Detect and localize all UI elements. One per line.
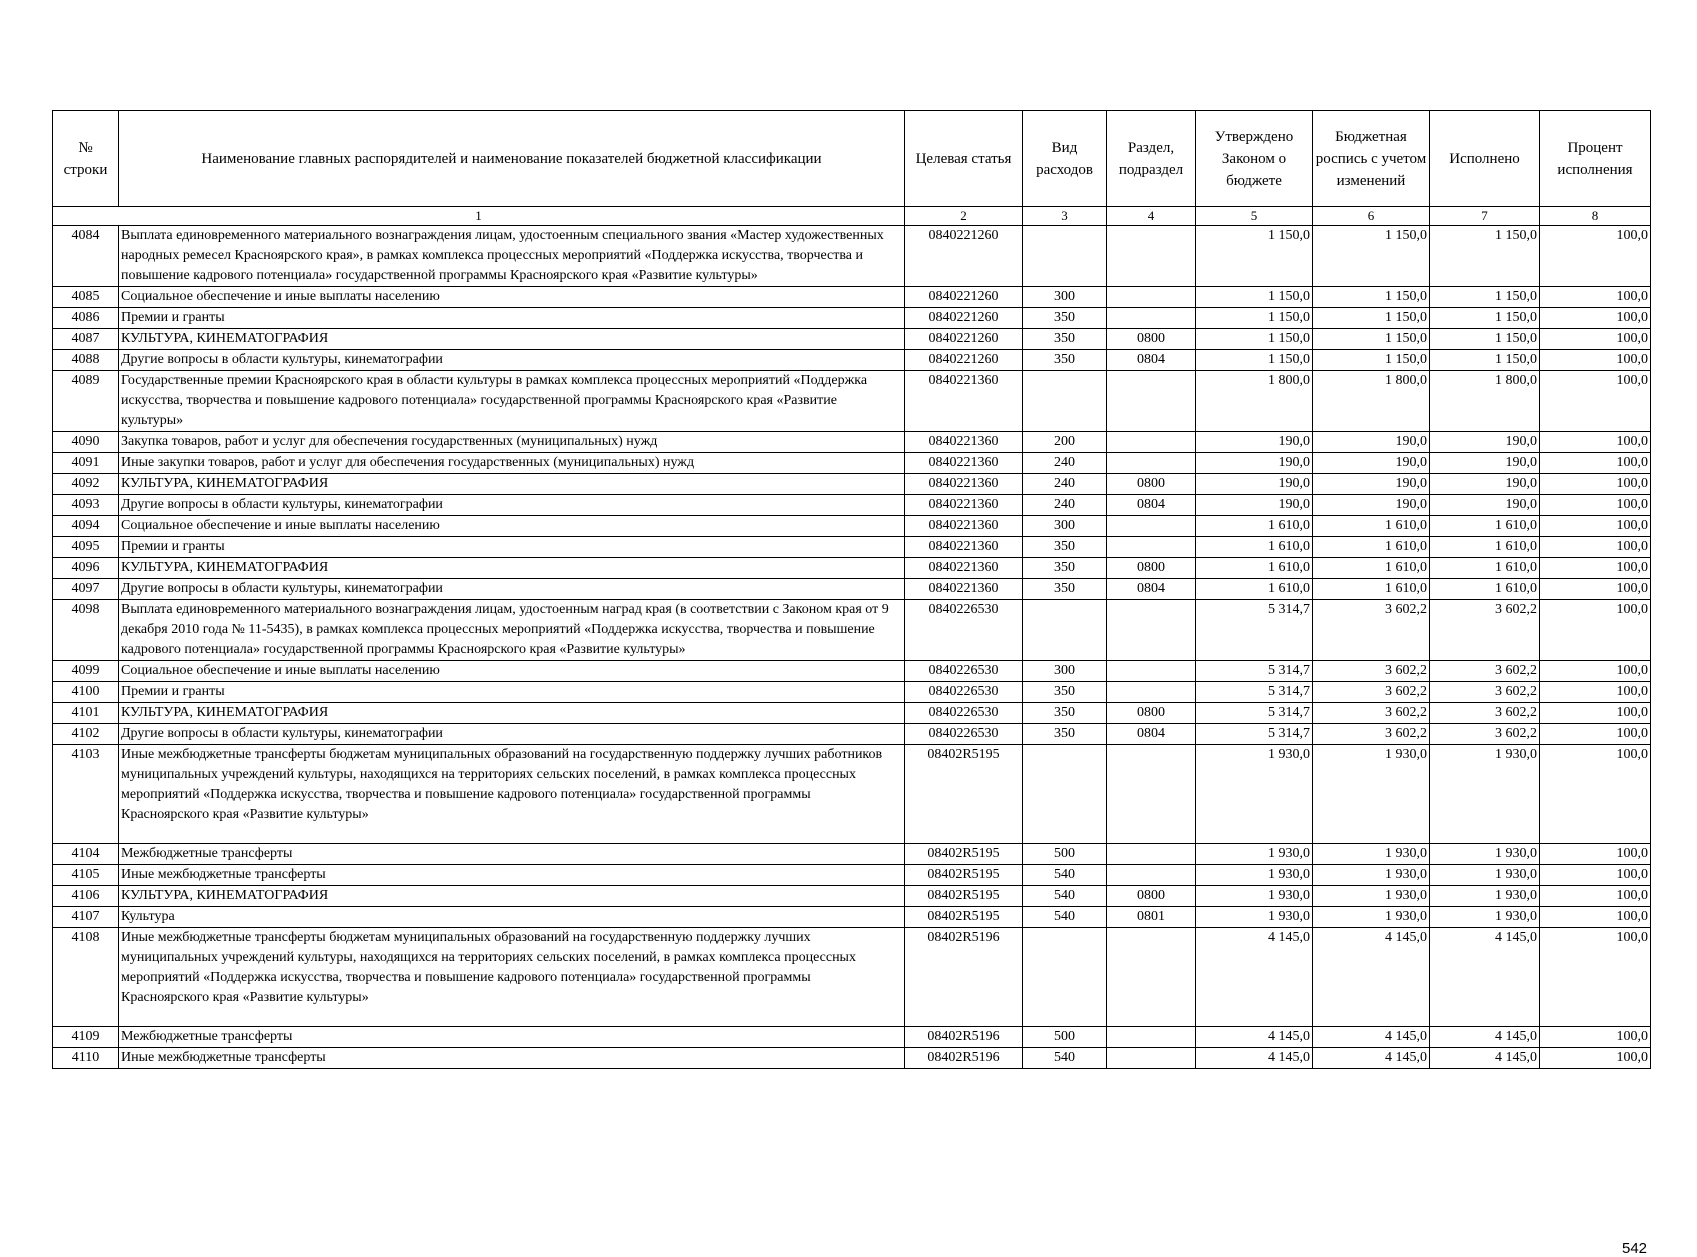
approved-amount-cell: 1 930,0 — [1196, 844, 1313, 865]
section-cell — [1107, 661, 1196, 682]
section-cell: 0800 — [1107, 329, 1196, 350]
percent-cell: 100,0 — [1540, 287, 1651, 308]
schedule-amount-cell: 4 145,0 — [1313, 1027, 1430, 1048]
section-cell: 0804 — [1107, 579, 1196, 600]
row-number-cell: 4105 — [53, 865, 119, 886]
header-name: Наименование главных распорядителей и наименование показателей бюджетной классификации — [119, 111, 905, 207]
schedule-amount-cell: 1 930,0 — [1313, 907, 1430, 928]
column-number: 2 — [905, 207, 1023, 226]
expense-type-cell: 350 — [1023, 703, 1107, 724]
section-cell — [1107, 453, 1196, 474]
schedule-amount-cell: 1 150,0 — [1313, 308, 1430, 329]
executed-amount-cell: 1 930,0 — [1430, 907, 1540, 928]
target-article-cell: 08402R5195 — [905, 844, 1023, 865]
executed-amount-cell: 190,0 — [1430, 453, 1540, 474]
section-cell — [1107, 516, 1196, 537]
expense-type-cell: 240 — [1023, 495, 1107, 516]
row-number-cell: 4098 — [53, 600, 119, 661]
percent-cell: 100,0 — [1540, 745, 1651, 844]
section-cell — [1107, 928, 1196, 1027]
indicator-name-cell: Иные межбюджетные трансферты — [119, 1048, 905, 1069]
percent-cell: 100,0 — [1540, 453, 1651, 474]
header-budget-schedule: Бюджетная роспись с учетом изменений — [1313, 111, 1430, 207]
approved-amount-cell: 5 314,7 — [1196, 703, 1313, 724]
approved-amount-cell: 5 314,7 — [1196, 682, 1313, 703]
percent-cell: 100,0 — [1540, 1027, 1651, 1048]
indicator-name-cell: КУЛЬТУРА, КИНЕМАТОГРАФИЯ — [119, 558, 905, 579]
indicator-name-cell: Закупка товаров, работ и услуг для обеспечения государственных (муниципальных) нужд — [119, 432, 905, 453]
expense-type-cell: 540 — [1023, 865, 1107, 886]
executed-amount-cell: 3 602,2 — [1430, 703, 1540, 724]
table-row — [53, 1027, 1651, 1048]
expense-type-cell: 300 — [1023, 661, 1107, 682]
approved-amount-cell: 190,0 — [1196, 453, 1313, 474]
table-row — [53, 724, 1651, 745]
expense-type-cell: 350 — [1023, 724, 1107, 745]
table-row — [53, 907, 1651, 928]
approved-amount-cell: 1 610,0 — [1196, 579, 1313, 600]
executed-amount-cell: 4 145,0 — [1430, 1027, 1540, 1048]
executed-amount-cell: 190,0 — [1430, 474, 1540, 495]
section-cell — [1107, 226, 1196, 287]
target-article-cell: 08402R5196 — [905, 1048, 1023, 1069]
schedule-amount-cell: 190,0 — [1313, 453, 1430, 474]
approved-amount-cell: 4 145,0 — [1196, 928, 1313, 1027]
column-number: 4 — [1107, 207, 1196, 226]
expense-type-cell: 350 — [1023, 579, 1107, 600]
approved-amount-cell: 1 610,0 — [1196, 516, 1313, 537]
executed-amount-cell: 1 930,0 — [1430, 844, 1540, 865]
indicator-name-cell: Премии и гранты — [119, 682, 905, 703]
percent-cell: 100,0 — [1540, 537, 1651, 558]
percent-cell: 100,0 — [1540, 308, 1651, 329]
target-article-cell: 0840226530 — [905, 661, 1023, 682]
executed-amount-cell: 1 930,0 — [1430, 886, 1540, 907]
schedule-amount-cell: 3 602,2 — [1313, 682, 1430, 703]
row-number-cell: 4110 — [53, 1048, 119, 1069]
row-number-cell: 4100 — [53, 682, 119, 703]
table-row — [53, 453, 1651, 474]
indicator-name-cell: КУЛЬТУРА, КИНЕМАТОГРАФИЯ — [119, 474, 905, 495]
executed-amount-cell: 1 150,0 — [1430, 329, 1540, 350]
approved-amount-cell: 1 930,0 — [1196, 886, 1313, 907]
section-cell — [1107, 432, 1196, 453]
row-number-cell: 4106 — [53, 886, 119, 907]
expense-type-cell — [1023, 226, 1107, 287]
indicator-name-cell: Премии и гранты — [119, 308, 905, 329]
executed-amount-cell: 4 145,0 — [1430, 928, 1540, 1027]
approved-amount-cell: 5 314,7 — [1196, 600, 1313, 661]
row-number-cell: 4109 — [53, 1027, 119, 1048]
target-article-cell: 0840221260 — [905, 226, 1023, 287]
indicator-name-cell: Культура — [119, 907, 905, 928]
indicator-name-cell: Выплата единовременного материального вознаграждения лицам, удостоенным специального звания «Мастер художественных народных ремесел Красноярского края», в рамках комплекса процессных мероприятий «Поддержка искусства, творчества и повышение кадрового потенциала» государственной программы Красноярского края «Развитие культуры» — [119, 226, 905, 287]
expense-type-cell: 540 — [1023, 886, 1107, 907]
percent-cell: 100,0 — [1540, 495, 1651, 516]
target-article-cell: 0840221360 — [905, 371, 1023, 432]
target-article-cell: 0840221360 — [905, 516, 1023, 537]
section-cell — [1107, 287, 1196, 308]
row-number-cell: 4093 — [53, 495, 119, 516]
target-article-cell: 08402R5196 — [905, 928, 1023, 1027]
target-article-cell: 0840221260 — [905, 308, 1023, 329]
header-expense-type: Вид расходов — [1023, 111, 1107, 207]
expense-type-cell: 350 — [1023, 558, 1107, 579]
header-target-article: Целевая статья — [905, 111, 1023, 207]
table-row — [53, 495, 1651, 516]
expense-type-cell: 500 — [1023, 1027, 1107, 1048]
schedule-amount-cell: 3 602,2 — [1313, 724, 1430, 745]
target-article-cell: 0840226530 — [905, 682, 1023, 703]
percent-cell: 100,0 — [1540, 432, 1651, 453]
row-number-cell: 4108 — [53, 928, 119, 1027]
percent-cell: 100,0 — [1540, 661, 1651, 682]
schedule-amount-cell: 4 145,0 — [1313, 928, 1430, 1027]
section-cell: 0804 — [1107, 350, 1196, 371]
row-number-cell: 4096 — [53, 558, 119, 579]
target-article-cell: 08402R5195 — [905, 886, 1023, 907]
executed-amount-cell: 190,0 — [1430, 495, 1540, 516]
approved-amount-cell: 190,0 — [1196, 495, 1313, 516]
section-cell — [1107, 537, 1196, 558]
indicator-name-cell: Межбюджетные трансферты — [119, 1027, 905, 1048]
target-article-cell: 0840221360 — [905, 579, 1023, 600]
approved-amount-cell: 190,0 — [1196, 432, 1313, 453]
table-row — [53, 329, 1651, 350]
row-number-cell: 4094 — [53, 516, 119, 537]
row-number-cell: 4091 — [53, 453, 119, 474]
approved-amount-cell: 1 930,0 — [1196, 865, 1313, 886]
indicator-name-cell: Другие вопросы в области культуры, кинематографии — [119, 724, 905, 745]
schedule-amount-cell: 1 930,0 — [1313, 745, 1430, 844]
row-number-cell: 4103 — [53, 745, 119, 844]
approved-amount-cell: 4 145,0 — [1196, 1027, 1313, 1048]
section-cell: 0800 — [1107, 886, 1196, 907]
table-row — [53, 661, 1651, 682]
row-number-cell: 4087 — [53, 329, 119, 350]
table-row — [53, 287, 1651, 308]
percent-cell: 100,0 — [1540, 907, 1651, 928]
section-cell — [1107, 600, 1196, 661]
schedule-amount-cell: 1 930,0 — [1313, 865, 1430, 886]
target-article-cell: 0840221360 — [905, 474, 1023, 495]
expense-type-cell: 350 — [1023, 329, 1107, 350]
executed-amount-cell: 1 150,0 — [1430, 350, 1540, 371]
indicator-name-cell: КУЛЬТУРА, КИНЕМАТОГРАФИЯ — [119, 329, 905, 350]
schedule-amount-cell: 1 150,0 — [1313, 226, 1430, 287]
row-number-cell: 4086 — [53, 308, 119, 329]
column-number: 5 — [1196, 207, 1313, 226]
expense-type-cell: 300 — [1023, 287, 1107, 308]
expense-type-cell — [1023, 371, 1107, 432]
percent-cell: 100,0 — [1540, 329, 1651, 350]
percent-cell: 100,0 — [1540, 1048, 1651, 1069]
schedule-amount-cell: 3 602,2 — [1313, 600, 1430, 661]
approved-amount-cell: 1 800,0 — [1196, 371, 1313, 432]
row-number-cell: 4084 — [53, 226, 119, 287]
target-article-cell: 08402R5195 — [905, 865, 1023, 886]
target-article-cell: 0840221260 — [905, 329, 1023, 350]
page-number: 542 — [1622, 1240, 1648, 1257]
executed-amount-cell: 1 150,0 — [1430, 308, 1540, 329]
executed-amount-cell: 1 610,0 — [1430, 516, 1540, 537]
approved-amount-cell: 1 150,0 — [1196, 350, 1313, 371]
column-number: 3 — [1023, 207, 1107, 226]
expense-type-cell — [1023, 745, 1107, 844]
percent-cell: 100,0 — [1540, 558, 1651, 579]
row-number-cell: 4095 — [53, 537, 119, 558]
row-number-cell: 4085 — [53, 287, 119, 308]
table-row — [53, 371, 1651, 432]
expense-type-cell: 240 — [1023, 474, 1107, 495]
column-number-row — [53, 207, 1651, 226]
executed-amount-cell: 1 150,0 — [1430, 226, 1540, 287]
approved-amount-cell: 1 930,0 — [1196, 745, 1313, 844]
indicator-name-cell: Государственные премии Красноярского края в области культуры в рамках комплекса процессных мероприятий «Поддержка искусства, творчества и повышение кадрового потенциала» государственной программы Красноярского края «Развитие культуры» — [119, 371, 905, 432]
percent-cell: 100,0 — [1540, 865, 1651, 886]
approved-amount-cell: 1 610,0 — [1196, 558, 1313, 579]
schedule-amount-cell: 1 800,0 — [1313, 371, 1430, 432]
budget-report-page — [52, 110, 1650, 1257]
section-cell — [1107, 865, 1196, 886]
percent-cell: 100,0 — [1540, 724, 1651, 745]
expense-type-cell: 540 — [1023, 907, 1107, 928]
table-row — [53, 474, 1651, 495]
target-article-cell: 0840221360 — [905, 558, 1023, 579]
schedule-amount-cell: 1 610,0 — [1313, 558, 1430, 579]
section-cell — [1107, 371, 1196, 432]
schedule-amount-cell: 1 150,0 — [1313, 287, 1430, 308]
budget-table — [52, 110, 1651, 1069]
table-row — [53, 745, 1651, 844]
expense-type-cell — [1023, 600, 1107, 661]
header-row-no: № строки — [53, 111, 119, 207]
header-section: Раздел, подраздел — [1107, 111, 1196, 207]
table-row — [53, 350, 1651, 371]
target-article-cell: 0840221360 — [905, 537, 1023, 558]
target-article-cell: 0840221260 — [905, 287, 1023, 308]
expense-type-cell: 540 — [1023, 1048, 1107, 1069]
indicator-name-cell: Социальное обеспечение и иные выплаты населению — [119, 287, 905, 308]
executed-amount-cell: 1 150,0 — [1430, 287, 1540, 308]
table-row — [53, 226, 1651, 287]
target-article-cell: 0840221360 — [905, 453, 1023, 474]
executed-amount-cell: 3 602,2 — [1430, 682, 1540, 703]
column-number: 7 — [1430, 207, 1540, 226]
row-number-cell: 4107 — [53, 907, 119, 928]
table-row — [53, 579, 1651, 600]
percent-cell: 100,0 — [1540, 703, 1651, 724]
indicator-name-cell: Выплата единовременного материального вознаграждения лицам, удостоенным наград края (в соответствии с Законом края от 9 декабря 2010 года № 11-5435), в рамках комплекса процессных мероприятий «Поддержка искусства, творчества и повышение кадрового потенциала» государственной программы Красноярского края «Развитие культуры» — [119, 600, 905, 661]
row-number-cell: 4092 — [53, 474, 119, 495]
header-executed: Исполнено — [1430, 111, 1540, 207]
approved-amount-cell: 1 150,0 — [1196, 308, 1313, 329]
approved-amount-cell: 190,0 — [1196, 474, 1313, 495]
target-article-cell: 0840221360 — [905, 432, 1023, 453]
table-row — [53, 844, 1651, 865]
expense-type-cell: 200 — [1023, 432, 1107, 453]
approved-amount-cell: 1 610,0 — [1196, 537, 1313, 558]
approved-amount-cell: 4 145,0 — [1196, 1048, 1313, 1069]
approved-amount-cell: 1 150,0 — [1196, 287, 1313, 308]
table-row — [53, 308, 1651, 329]
percent-cell: 100,0 — [1540, 579, 1651, 600]
percent-cell: 100,0 — [1540, 886, 1651, 907]
target-article-cell: 0840226530 — [905, 600, 1023, 661]
section-cell: 0804 — [1107, 495, 1196, 516]
row-number-cell: 4089 — [53, 371, 119, 432]
percent-cell: 100,0 — [1540, 682, 1651, 703]
section-cell — [1107, 1027, 1196, 1048]
schedule-amount-cell: 1 610,0 — [1313, 537, 1430, 558]
executed-amount-cell: 3 602,2 — [1430, 724, 1540, 745]
schedule-amount-cell: 190,0 — [1313, 474, 1430, 495]
executed-amount-cell: 1 610,0 — [1430, 579, 1540, 600]
section-cell — [1107, 745, 1196, 844]
target-article-cell: 08402R5196 — [905, 1027, 1023, 1048]
target-article-cell: 0840226530 — [905, 724, 1023, 745]
expense-type-cell: 240 — [1023, 453, 1107, 474]
table-row — [53, 516, 1651, 537]
target-article-cell: 0840221260 — [905, 350, 1023, 371]
indicator-name-cell: КУЛЬТУРА, КИНЕМАТОГРАФИЯ — [119, 886, 905, 907]
table-row — [53, 886, 1651, 907]
expense-type-cell: 350 — [1023, 537, 1107, 558]
percent-cell: 100,0 — [1540, 350, 1651, 371]
row-number-cell: 4104 — [53, 844, 119, 865]
expense-type-cell: 300 — [1023, 516, 1107, 537]
table-row — [53, 600, 1651, 661]
column-number: 6 — [1313, 207, 1430, 226]
approved-amount-cell: 5 314,7 — [1196, 661, 1313, 682]
expense-type-cell: 500 — [1023, 844, 1107, 865]
indicator-name-cell: Иные межбюджетные трансферты бюджетам муниципальных образований на государственную поддержку лучших работников муниципальных учреждений культуры, находящихся на территориях сельских поселений, в рамках комплекса процессных мероприятий «Поддержка искусства, творчества и повышение кадрового потенциала» государственной программы Красноярского края «Развитие культуры» — [119, 745, 905, 844]
section-cell: 0804 — [1107, 724, 1196, 745]
percent-cell: 100,0 — [1540, 600, 1651, 661]
column-number: 8 — [1540, 207, 1651, 226]
row-number-cell: 4102 — [53, 724, 119, 745]
row-number-cell: 4101 — [53, 703, 119, 724]
indicator-name-cell: Другие вопросы в области культуры, кинематографии — [119, 350, 905, 371]
section-cell — [1107, 682, 1196, 703]
table-body — [53, 226, 1651, 1069]
header-approved: Утверждено Законом о бюджете — [1196, 111, 1313, 207]
indicator-name-cell: Социальное обеспечение и иные выплаты населению — [119, 661, 905, 682]
approved-amount-cell: 5 314,7 — [1196, 724, 1313, 745]
indicator-name-cell: Другие вопросы в области культуры, кинематографии — [119, 495, 905, 516]
percent-cell: 100,0 — [1540, 371, 1651, 432]
expense-type-cell: 350 — [1023, 350, 1107, 371]
table-row — [53, 703, 1651, 724]
indicator-name-cell: Межбюджетные трансферты — [119, 844, 905, 865]
table-header-row — [53, 111, 1651, 207]
percent-cell: 100,0 — [1540, 474, 1651, 495]
row-number-cell: 4099 — [53, 661, 119, 682]
executed-amount-cell: 190,0 — [1430, 432, 1540, 453]
schedule-amount-cell: 190,0 — [1313, 495, 1430, 516]
table-row — [53, 558, 1651, 579]
target-article-cell: 08402R5195 — [905, 907, 1023, 928]
schedule-amount-cell: 1 610,0 — [1313, 579, 1430, 600]
table-row — [53, 865, 1651, 886]
header-percent: Процент исполнения — [1540, 111, 1651, 207]
executed-amount-cell: 1 930,0 — [1430, 745, 1540, 844]
indicator-name-cell: Иные межбюджетные трансферты — [119, 865, 905, 886]
indicator-name-cell: КУЛЬТУРА, КИНЕМАТОГРАФИЯ — [119, 703, 905, 724]
section-cell — [1107, 844, 1196, 865]
row-number-cell: 4097 — [53, 579, 119, 600]
section-cell: 0801 — [1107, 907, 1196, 928]
executed-amount-cell: 1 610,0 — [1430, 558, 1540, 579]
table-row — [53, 1048, 1651, 1069]
executed-amount-cell: 1 800,0 — [1430, 371, 1540, 432]
row-number-cell: 4088 — [53, 350, 119, 371]
schedule-amount-cell: 1 150,0 — [1313, 329, 1430, 350]
section-cell — [1107, 1048, 1196, 1069]
percent-cell: 100,0 — [1540, 928, 1651, 1027]
expense-type-cell: 350 — [1023, 682, 1107, 703]
indicator-name-cell: Иные межбюджетные трансферты бюджетам муниципальных образований на государственную поддержку лучших муниципальных учреждений культуры, находящихся на территориях сельских поселений, в рамках комплекса процессных мероприятий «Поддержка искусства, творчества и повышение кадрового потенциала» государственной программы Красноярского края «Развитие культуры» — [119, 928, 905, 1027]
executed-amount-cell: 1 610,0 — [1430, 537, 1540, 558]
executed-amount-cell: 1 930,0 — [1430, 865, 1540, 886]
approved-amount-cell: 1 150,0 — [1196, 226, 1313, 287]
schedule-amount-cell: 3 602,2 — [1313, 703, 1430, 724]
indicator-name-cell: Премии и гранты — [119, 537, 905, 558]
schedule-amount-cell: 4 145,0 — [1313, 1048, 1430, 1069]
indicator-name-cell: Социальное обеспечение и иные выплаты населению — [119, 516, 905, 537]
percent-cell: 100,0 — [1540, 516, 1651, 537]
table-row — [53, 928, 1651, 1027]
executed-amount-cell: 3 602,2 — [1430, 600, 1540, 661]
approved-amount-cell: 1 930,0 — [1196, 907, 1313, 928]
schedule-amount-cell: 1 930,0 — [1313, 844, 1430, 865]
schedule-amount-cell: 190,0 — [1313, 432, 1430, 453]
indicator-name-cell: Другие вопросы в области культуры, кинематографии — [119, 579, 905, 600]
section-cell: 0800 — [1107, 474, 1196, 495]
percent-cell: 100,0 — [1540, 226, 1651, 287]
expense-type-cell — [1023, 928, 1107, 1027]
section-cell — [1107, 308, 1196, 329]
target-article-cell: 0840226530 — [905, 703, 1023, 724]
schedule-amount-cell: 1 930,0 — [1313, 886, 1430, 907]
section-cell: 0800 — [1107, 558, 1196, 579]
schedule-amount-cell: 1 150,0 — [1313, 350, 1430, 371]
section-cell: 0800 — [1107, 703, 1196, 724]
column-number: 1 — [53, 207, 905, 226]
approved-amount-cell: 1 150,0 — [1196, 329, 1313, 350]
table-row — [53, 537, 1651, 558]
row-number-cell: 4090 — [53, 432, 119, 453]
table-row — [53, 432, 1651, 453]
executed-amount-cell: 4 145,0 — [1430, 1048, 1540, 1069]
percent-cell: 100,0 — [1540, 844, 1651, 865]
executed-amount-cell: 3 602,2 — [1430, 661, 1540, 682]
table-row — [53, 682, 1651, 703]
target-article-cell: 0840221360 — [905, 495, 1023, 516]
indicator-name-cell: Иные закупки товаров, работ и услуг для обеспечения государственных (муниципальных) нужд — [119, 453, 905, 474]
schedule-amount-cell: 3 602,2 — [1313, 661, 1430, 682]
schedule-amount-cell: 1 610,0 — [1313, 516, 1430, 537]
target-article-cell: 08402R5195 — [905, 745, 1023, 844]
expense-type-cell: 350 — [1023, 308, 1107, 329]
